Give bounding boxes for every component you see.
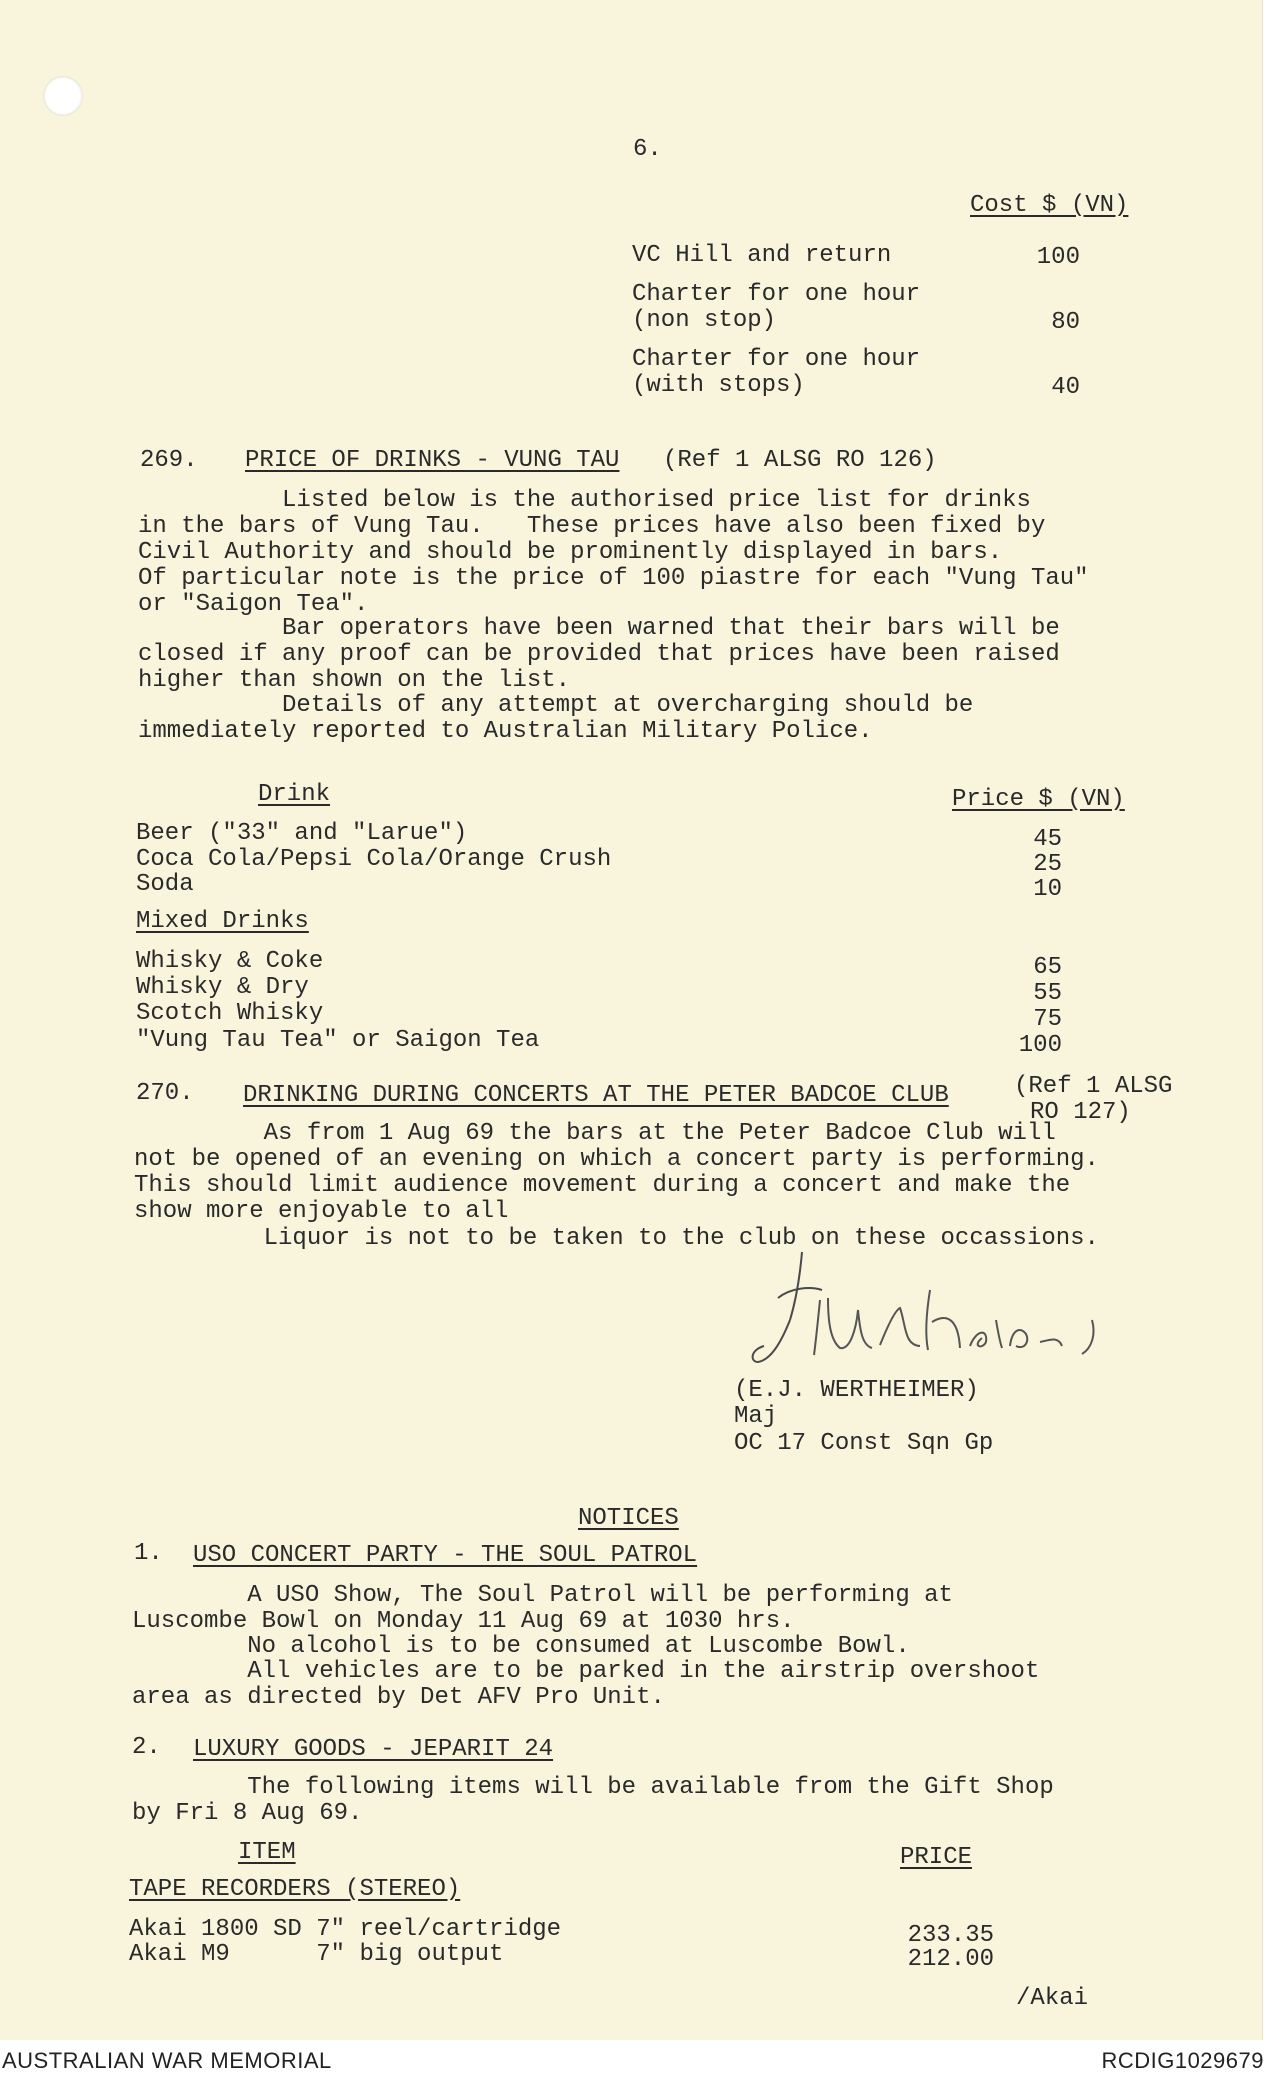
handwritten-signature (720, 1250, 1140, 1390)
goods-name: Akai M9 7" big output (129, 1941, 504, 1968)
footer-id: RCDIG1029679 (1101, 2048, 1264, 2073)
notice-title: LUXURY GOODS - JEPARIT 24 (193, 1736, 554, 1763)
section-number: 269. (140, 447, 198, 474)
mixed-drinks-header: Mixed Drinks (136, 908, 309, 935)
section-title: PRICE OF DRINKS - VUNG TAU (245, 447, 620, 474)
signatory-name: (E.J. WERTHEIMER) (734, 1377, 979, 1404)
paragraph: No alcohol is to be consumed at Luscombe Bowl. (132, 1633, 910, 1660)
paragraph: Details of any attempt at overcharging should be immediately reported to Australian Military Police. (138, 692, 974, 745)
drink-price: 55 (1033, 980, 1062, 1007)
cost-value: 40 (1051, 374, 1080, 401)
drink-name: Beer ("33" and "Larue") (136, 820, 468, 847)
drink-price: 75 (1033, 1006, 1062, 1033)
goods-category: TAPE RECORDERS (STEREO) (129, 1876, 461, 1903)
drink-column-header: Drink (258, 781, 331, 808)
goods-price: 233.35 (907, 1922, 994, 1949)
section-ref: RO 127) (1030, 1099, 1131, 1126)
section-title: DRINKING DURING CONCERTS AT THE PETER BADCOE CLUB (243, 1082, 949, 1109)
section-number: 270. (136, 1080, 194, 1107)
price-column-header: PRICE (900, 1844, 973, 1871)
drink-name: Whisky & Coke (136, 948, 324, 975)
paragraph: Liquor is not to be taken to the club on these occassions. (134, 1225, 1099, 1252)
drink-name: Whisky & Dry (136, 974, 309, 1001)
paragraph: A USO Show, The Soul Patrol will be performing at Luscombe Bowl on Monday 11 Aug 69 at 1030 hrs. (132, 1582, 953, 1635)
section-ref: (Ref 1 ALSG RO 126) (663, 447, 937, 474)
drink-price: 10 (1033, 876, 1062, 903)
drink-name: "Vung Tau Tea" or Saigon Tea (136, 1027, 540, 1054)
continuation-note: /Akai (1016, 1985, 1089, 2012)
paragraph: The following items will be available from the Gift Shop by Fri 8 Aug 69. (132, 1774, 1054, 1827)
cost-value: 80 (1051, 309, 1080, 336)
cost-item: Charter for one hour (non stop) (632, 281, 921, 334)
price-column-header: Price $ (VN) (952, 786, 1125, 813)
drink-price: 25 (1033, 851, 1062, 878)
drink-name: Coca Cola/Pepsi Cola/Orange Crush (136, 846, 612, 873)
drink-price: 100 (1018, 1032, 1062, 1059)
signatory-rank: Maj (734, 1403, 778, 1430)
notice-number: 1. (134, 1540, 163, 1567)
drink-price: 65 (1033, 954, 1062, 981)
punch-hole (43, 76, 83, 116)
paragraph: As from 1 Aug 69 the bars at the Peter Badcoe Club will not be opened of an evening on which a concert party is performing. This should limit audience movement during a concert and make the show more enjoyable to all (134, 1120, 1099, 1225)
cost-item: Charter for one hour (with stops) (632, 346, 921, 399)
signatory-unit: OC 17 Const Sqn Gp (734, 1430, 994, 1457)
paragraph: Bar operators have been warned that their bars will be closed if any proof can be provided that prices have been raised higher than shown on the list. (138, 615, 1060, 694)
page-number: 6. (633, 136, 662, 163)
item-column-header: ITEM (238, 1839, 296, 1866)
goods-price: 212.00 (907, 1946, 994, 1973)
drink-name: Scotch Whisky (136, 1000, 324, 1027)
drink-price: 45 (1033, 826, 1062, 853)
notice-number: 2. (132, 1734, 161, 1761)
section-ref: (Ref 1 ALSG (1014, 1073, 1173, 1100)
footer-source: AUSTRALIAN WAR MEMORIAL (2, 2048, 332, 2073)
notice-title: USO CONCERT PARTY - THE SOUL PATROL (193, 1542, 698, 1569)
drink-name: Soda (136, 871, 194, 898)
cost-header: Cost $ (VN) (970, 192, 1129, 219)
notices-heading: NOTICES (578, 1505, 679, 1532)
goods-name: Akai 1800 SD 7" reel/cartridge (129, 1916, 562, 1943)
paragraph: Listed below is the authorised price list for drinks in the bars of Vung Tau. These prices have also been fixed by Civil Authority and should be prominently displayed in bars. Of particular note is the price of 100 piastre for each "Vung Tau" or "Saigon Tea". (138, 487, 1089, 618)
cost-value: 100 (1036, 244, 1080, 271)
cost-item: VC Hill and return (632, 242, 892, 269)
paragraph: All vehicles are to be parked in the airstrip overshoot area as directed by Det AFV Pro Unit. (132, 1658, 1040, 1711)
